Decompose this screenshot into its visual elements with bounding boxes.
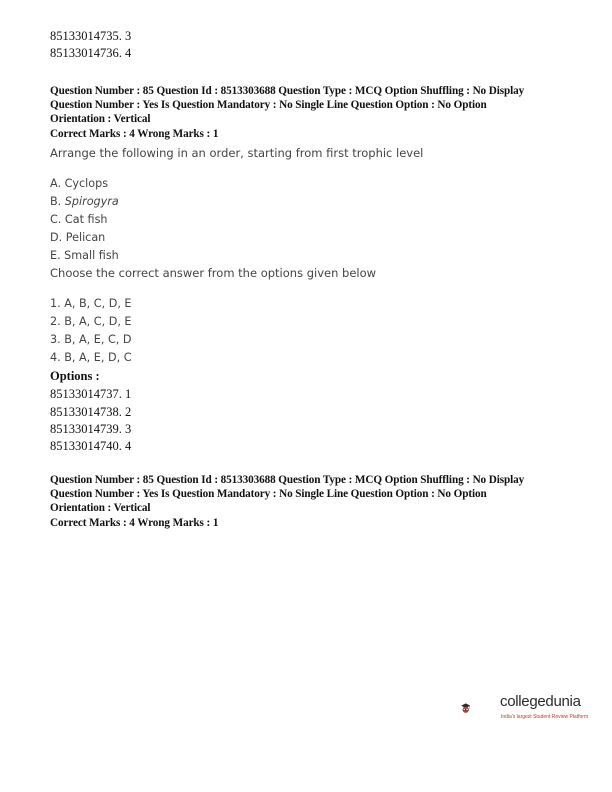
- option-id-line: 85133014738. 2: [50, 405, 132, 419]
- question-header-line: Question Number : Yes Is Question Mandatory : No Single Line Question Option : No Option: [50, 488, 487, 500]
- question-item: A. Cyclops: [50, 177, 109, 190]
- question-header-line: Orientation : Vertical: [50, 502, 151, 514]
- option-id-line: 85133014735. 3: [50, 29, 132, 43]
- question-item: [50, 195, 119, 208]
- option-id-line: 85133014736. 4: [50, 46, 132, 60]
- question-header-line: Question Number : 85 Question Id : 8513303688 Question Type : MCQ Option Shuffling : No Display: [50, 474, 525, 486]
- option-id-line: 85133014740. 4: [50, 439, 132, 453]
- question-header-line: Question Number : Yes Is Question Mandatory : No Single Line Question Option : No Option: [50, 99, 487, 111]
- question-item: E. Small fish: [50, 249, 119, 262]
- collegedunia-logo-icon: [460, 688, 500, 728]
- answer-choice: 3. B, A, E, C, D: [50, 333, 132, 346]
- options-label: Options :: [50, 369, 100, 383]
- question-prompt: Arrange the following in an order, starting from first trophic level: [50, 146, 424, 160]
- marks-line: Correct Marks : 4 Wrong Marks : 1: [50, 517, 219, 529]
- marks-line: Correct Marks : 4 Wrong Marks : 1: [50, 128, 219, 140]
- answer-choice: 1. A, B, C, D, E: [50, 297, 132, 310]
- answer-choice: 4. B, A, E, D, C: [50, 351, 132, 364]
- question-header-line: Orientation : Vertical: [50, 113, 151, 125]
- brand-tagline: India's largest Student Review Platform: [501, 714, 589, 720]
- question-item: C. Cat fish: [50, 213, 108, 226]
- option-id-line: 85133014737. 1: [50, 387, 132, 401]
- question-item: D. Pelican: [50, 231, 106, 244]
- question-item-text: B. Spirogyra: [50, 195, 119, 208]
- brand-name: collegedunia: [500, 693, 581, 710]
- question-instruction: Choose the correct answer from the options given below: [50, 266, 377, 280]
- option-id-line: 85133014739. 3: [50, 422, 132, 436]
- question-header-line: Question Number : 85 Question Id : 8513303688 Question Type : MCQ Option Shuffling : No Display: [50, 85, 525, 97]
- answer-choice: 2. B, A, C, D, E: [50, 315, 132, 328]
